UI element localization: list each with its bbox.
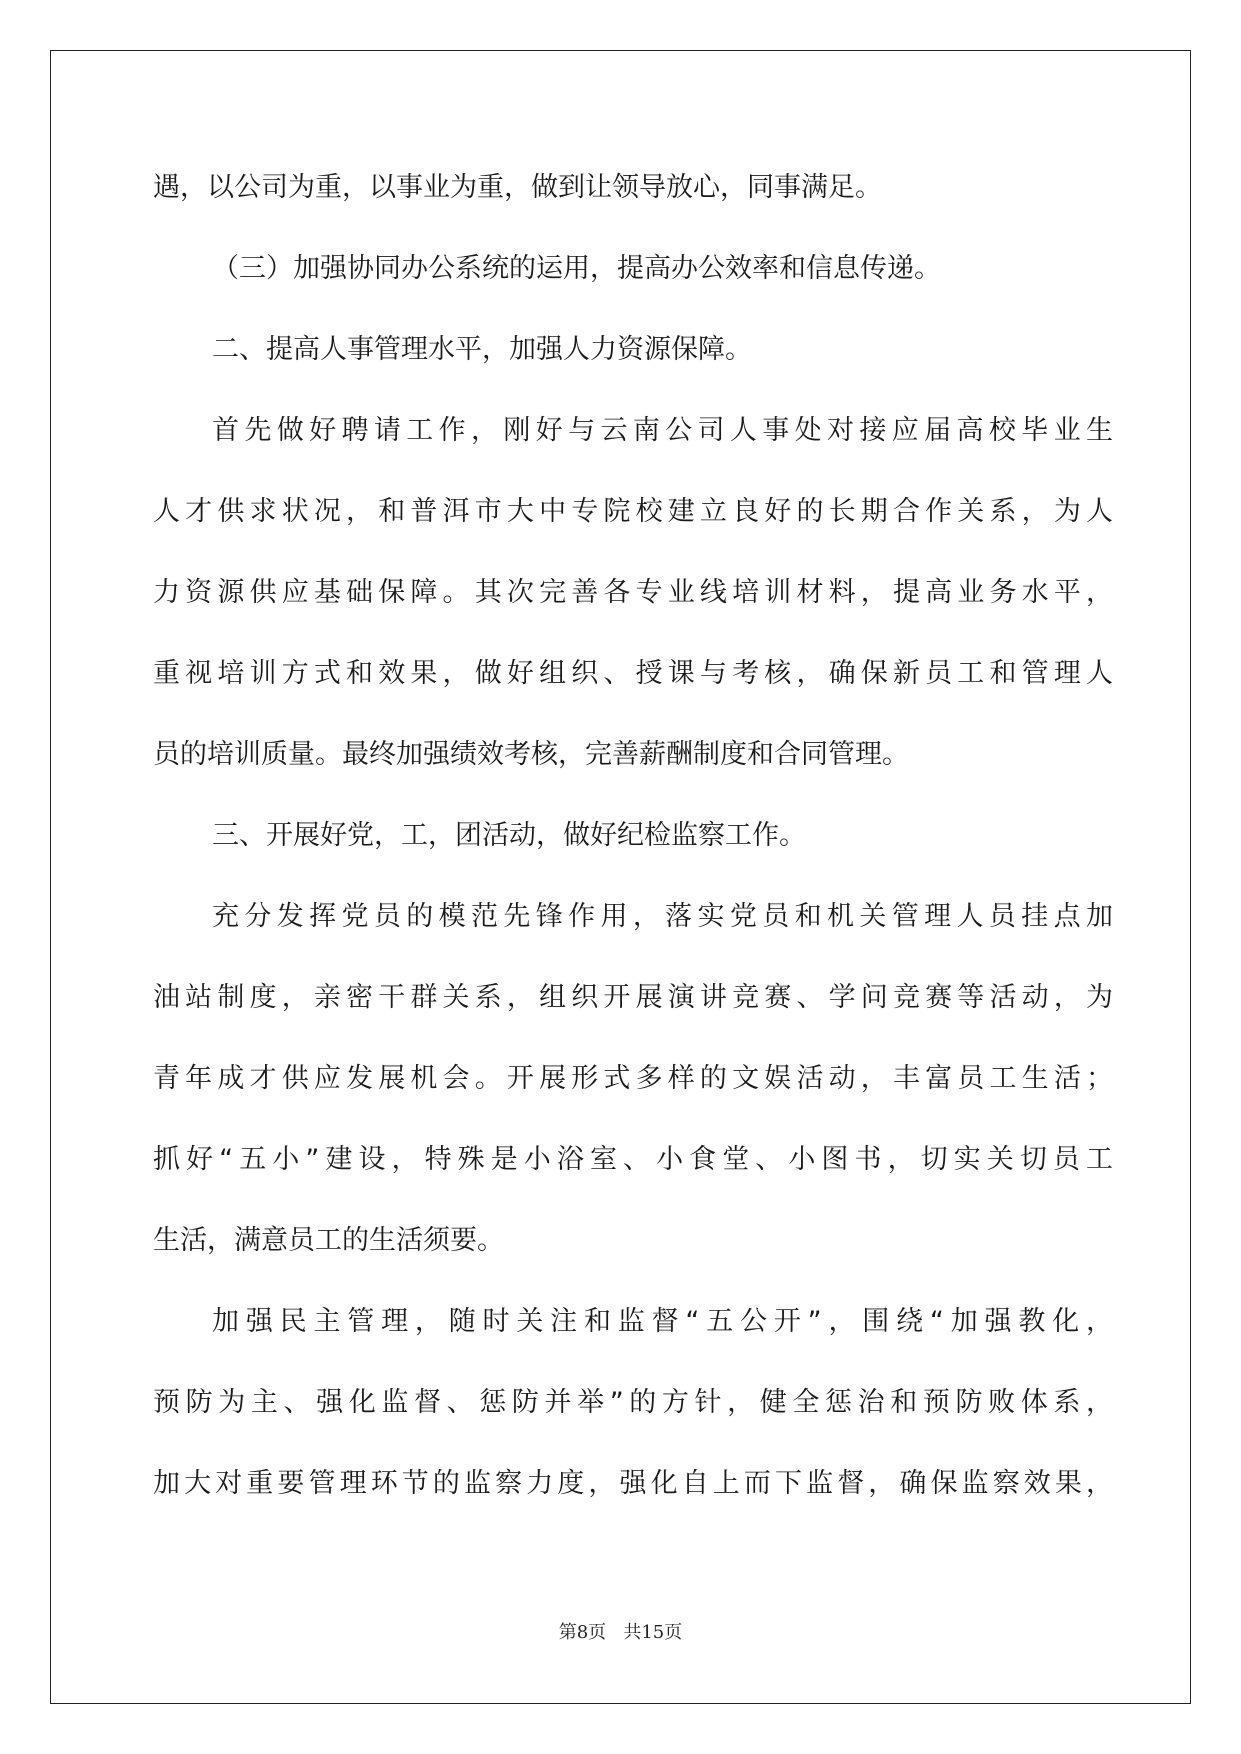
section-heading-3: 三、开展好党，工，团活动，做好纪检监察工作。	[212, 820, 806, 851]
text-line-7: 重视培训方式和效果，做好组织、授课与考核，确保新员工和管理人	[153, 658, 1113, 689]
page-number: 第8页	[558, 1622, 607, 1643]
text-line-12: 青年成才供应发展机会。开展形式多样的文娱活动，丰富员工生活；	[153, 1063, 1113, 1094]
text-line-5: 人才供求状况，和普洱市大中专院校建立良好的长期合作关系，为人	[153, 496, 1113, 527]
text-line-1: 遇，以公司为重，以事业为重，做到让领导放心，同事满足。	[153, 172, 882, 203]
text-line-8: 员的培训质量。最终加强绩效考核，完善薪酬制度和合同管理。	[153, 739, 909, 770]
section-heading-2: 二、提高人事管理水平，加强人力资源保障。	[212, 334, 752, 365]
document-body	[153, 159, 1113, 1536]
page-footer	[0, 1618, 1241, 1644]
text-line-2: （三）加强协同办公系统的运用，提高办公效率和信息传递。	[212, 253, 941, 284]
text-line-10: 充分发挥党员的模范先锋作用，落实党员和机关管理人员挂点加	[212, 901, 1113, 932]
page-total: 共15页	[623, 1622, 683, 1643]
text-line-17: 加大对重要管理环节的监察力度，强化自上而下监督，确保监察效果，	[153, 1468, 1113, 1499]
text-line-13: 抓好“五小”建设，特殊是小浴室、小食堂、小图书，切实关切员工	[153, 1144, 1113, 1175]
text-line-16: 预防为主、强化监督、惩防并举”的方针，健全惩治和预防败体系，	[153, 1387, 1113, 1418]
text-line-14: 生活，满意员工的生活须要。	[153, 1225, 504, 1256]
text-line-4: 首先做好聘请工作，刚好与云南公司人事处对接应届高校毕业生	[212, 415, 1113, 446]
text-line-6: 力资源供应基础保障。其次完善各专业线培训材料，提高业务水平，	[153, 577, 1113, 608]
text-line-15: 加强民主管理，随时关注和监督“五公开”，围绕“加强教化，	[212, 1306, 1113, 1337]
text-line-11: 油站制度，亲密干群关系，组织开展演讲竞赛、学问竞赛等活动，为	[153, 982, 1113, 1013]
